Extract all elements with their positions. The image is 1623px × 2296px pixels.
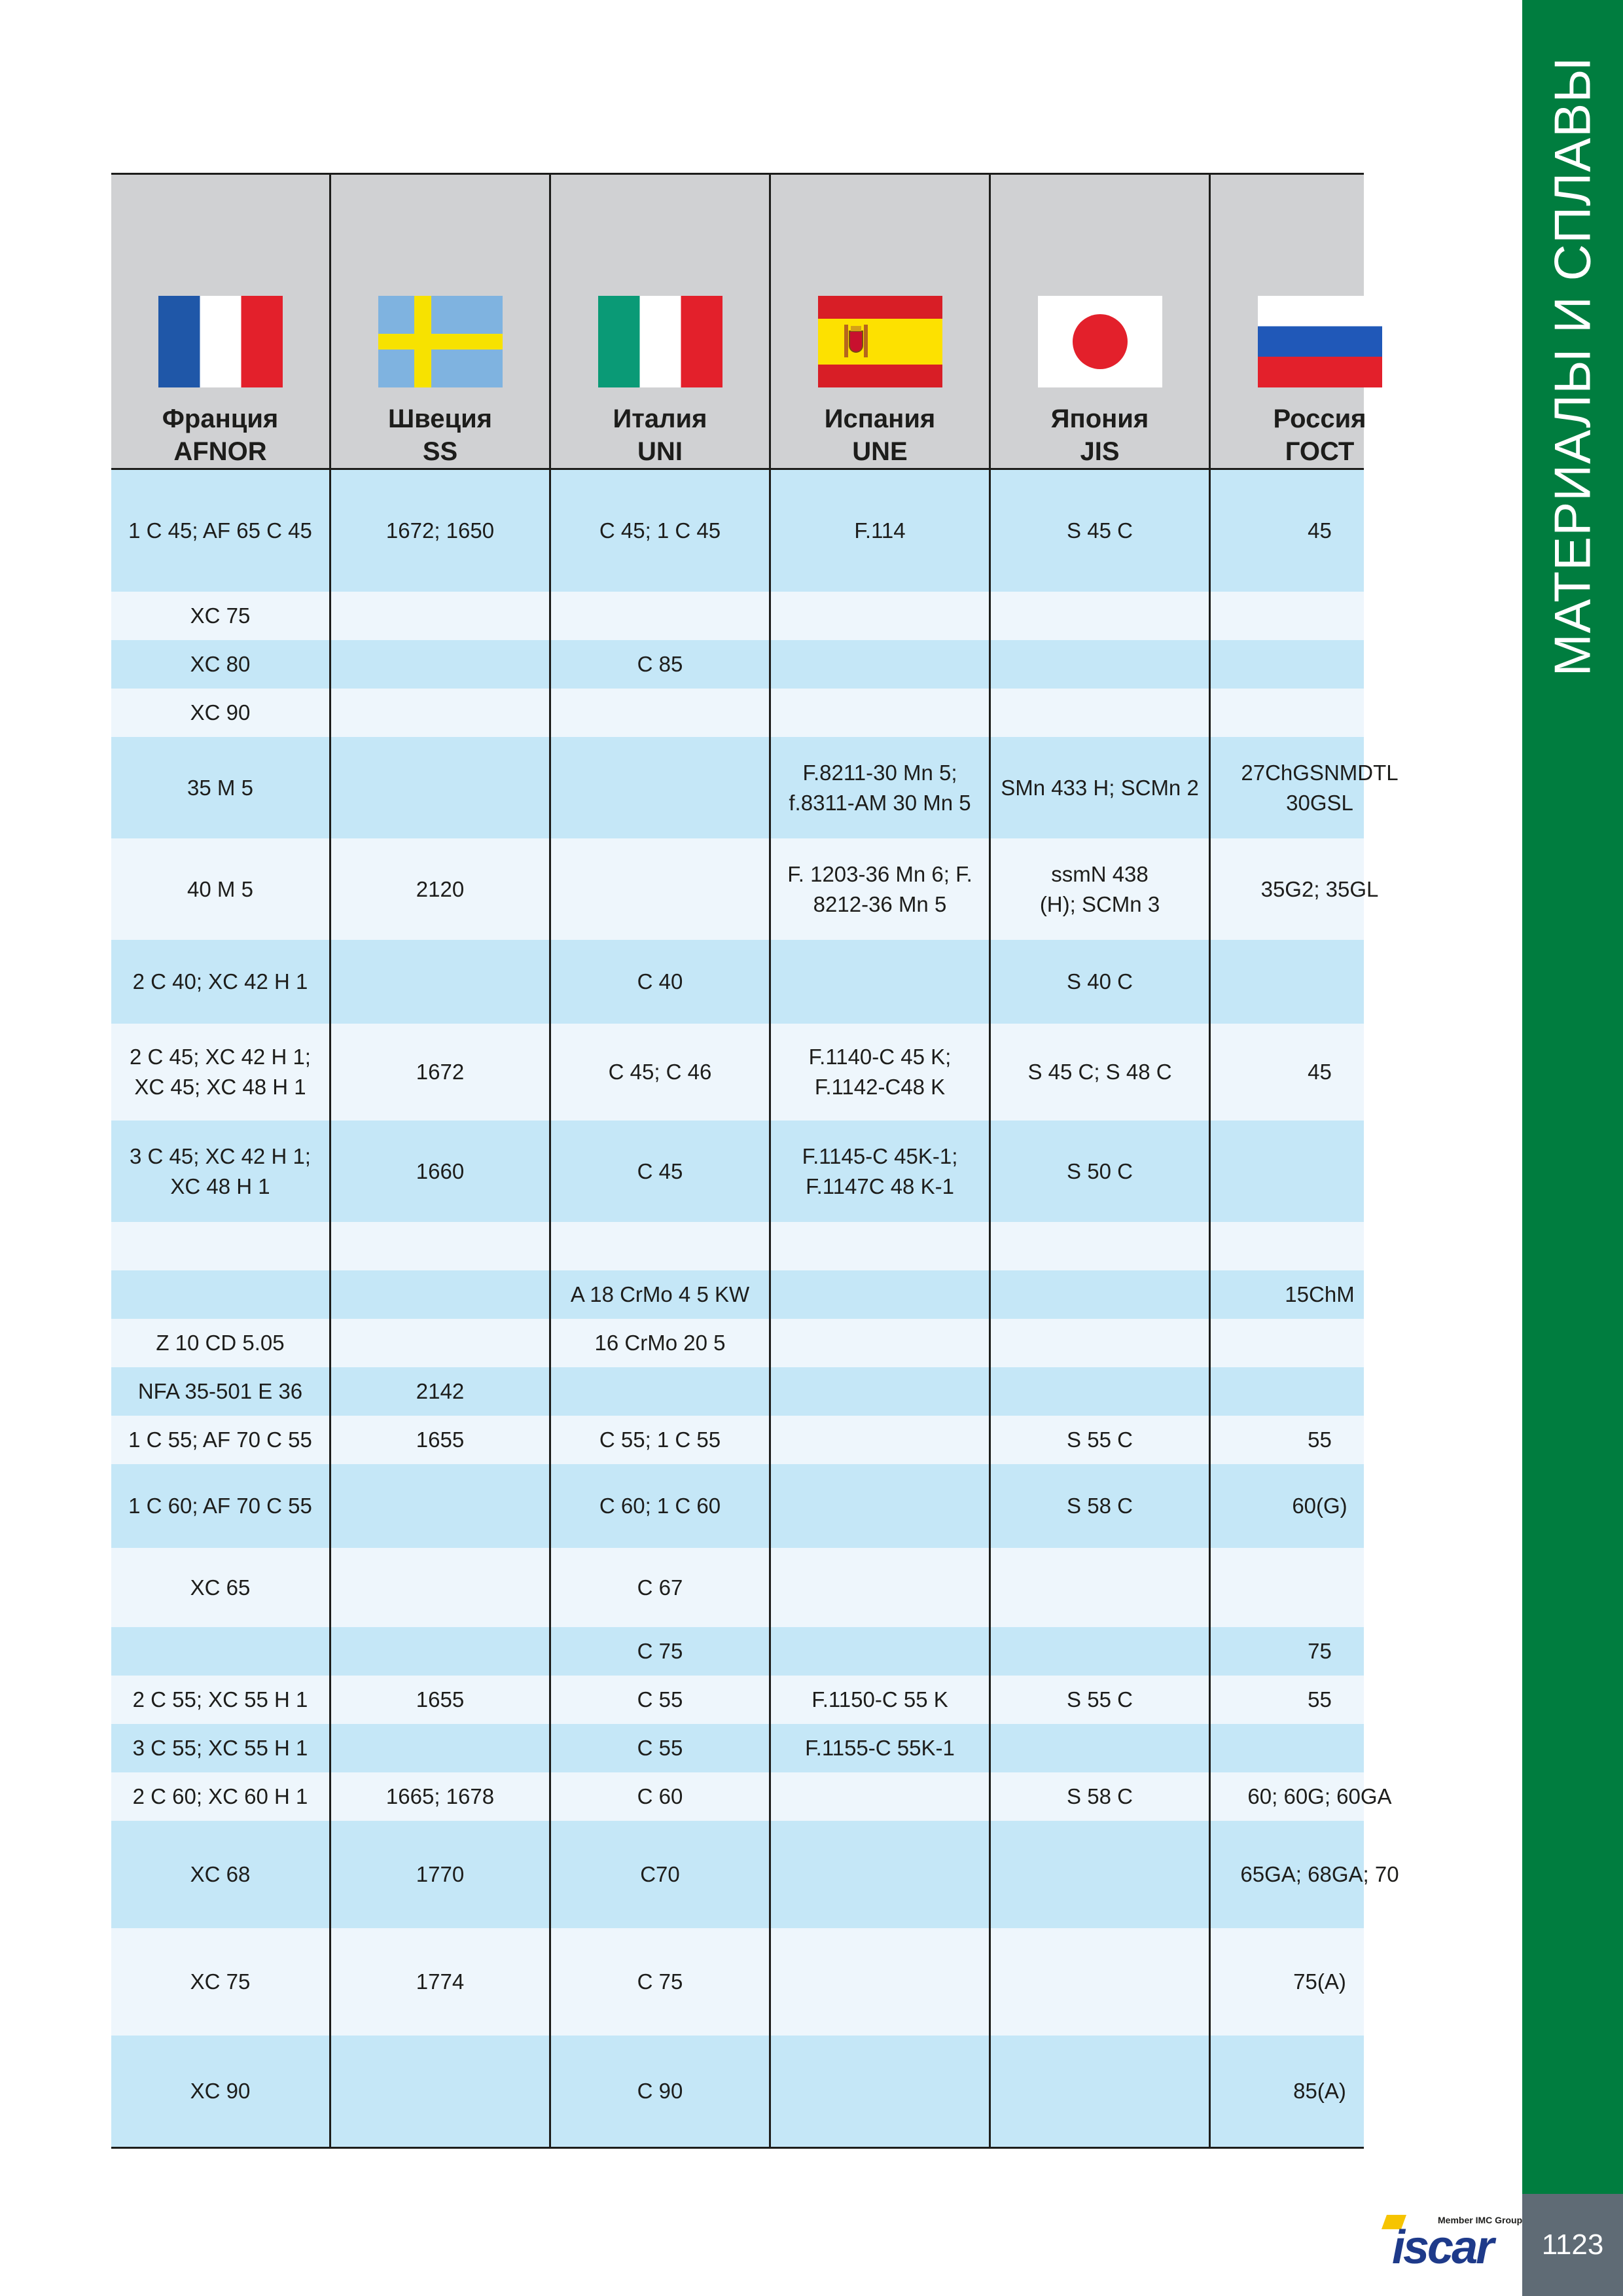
table-cell: NFA 35-501 E 36 xyxy=(137,1379,303,1403)
table-cell: 16 CrMo 20 5 xyxy=(549,1319,769,1367)
table-cell: 2 C 60; XC 60 H 1 xyxy=(132,1784,308,1808)
column-header-russia xyxy=(1209,175,1429,468)
table-cell xyxy=(1209,1121,1429,1222)
table-cell xyxy=(329,1627,549,1676)
table-cell xyxy=(1209,1319,1429,1367)
table-cell: C 75 xyxy=(549,1928,769,2036)
table-cell: C 55 xyxy=(549,1724,769,1772)
table-cell xyxy=(989,2036,1209,2147)
table-cell xyxy=(989,1367,1209,1416)
table-cell: C 55; 1 C 55 xyxy=(549,1416,769,1464)
table-cell: 1774 xyxy=(329,1928,549,2036)
table-cell xyxy=(1209,1367,1429,1416)
table-cell: XC 90 xyxy=(190,700,251,725)
table-cell: 45 xyxy=(1209,470,1429,592)
table-cell: 35G2; 35GL xyxy=(1209,838,1429,940)
table-cell: S 58 C xyxy=(989,1464,1209,1548)
table-cell xyxy=(1209,940,1429,1024)
table-body xyxy=(111,470,1399,2147)
standard-name: JIS xyxy=(1080,437,1120,466)
table-cell: Z 10 CD 5.05 xyxy=(156,1331,285,1355)
table-cell: 1 C 55; AF 70 C 55 xyxy=(128,1427,312,1452)
table-cell: F.114 xyxy=(769,470,989,592)
table-cell: 1 C 60; AF 70 C 55 xyxy=(128,1494,312,1518)
table-cell xyxy=(329,1222,549,1270)
table-cell: XC 90 xyxy=(190,2079,251,2103)
table-cell xyxy=(989,1270,1209,1319)
table-cell: C 85 xyxy=(549,640,769,689)
table-cell: 2 C 45; XC 42 H 1; XC 45; XC 48 H 1 xyxy=(130,1045,311,1099)
table-cell xyxy=(111,1222,329,1270)
table-cell xyxy=(329,2036,549,2147)
table-cell xyxy=(549,737,769,838)
table-cell xyxy=(1209,640,1429,689)
table-cell: C 40 xyxy=(549,940,769,1024)
table-cell xyxy=(1209,689,1429,737)
page-number: 1123 xyxy=(1522,2194,1623,2296)
table-cell xyxy=(989,1222,1209,1270)
table-cell xyxy=(769,1627,989,1676)
table-row xyxy=(111,470,1364,592)
table-row xyxy=(111,1821,1399,1928)
table-cell xyxy=(989,1724,1209,1772)
table-cell: F.1150-C 55 K xyxy=(769,1676,989,1724)
table-cell: 1 C 45; AF 65 C 45 xyxy=(128,518,312,543)
table-row xyxy=(111,592,1364,640)
table-cell: 2 C 40; XC 42 H 1 xyxy=(132,969,308,994)
table-cell: 65GA; 68GA; 70 xyxy=(1209,1821,1429,1928)
table-cell: 2 C 55; XC 55 H 1 xyxy=(132,1687,308,1712)
table-cell xyxy=(1209,592,1429,640)
table-cell xyxy=(769,940,989,1024)
table-cell xyxy=(1209,1222,1429,1270)
table-cell xyxy=(769,1821,989,1928)
table-cell: XC 80 xyxy=(190,652,251,676)
table-row xyxy=(111,1928,1364,2036)
table-row xyxy=(111,1724,1364,1772)
table-cell: A 18 CrMo 4 5 KW xyxy=(549,1270,769,1319)
table-cell xyxy=(329,1548,549,1627)
table-row xyxy=(111,1024,1364,1121)
table-row xyxy=(111,689,1364,737)
table-cell xyxy=(549,592,769,640)
country-name: Россия xyxy=(1273,404,1366,433)
table-cell xyxy=(769,1772,989,1821)
table-cell xyxy=(989,1928,1209,2036)
table-cell xyxy=(329,640,549,689)
table-cell: 27ChGSNMDTL 30GSL xyxy=(1209,737,1429,838)
table-cell xyxy=(1209,1724,1429,1772)
column-header-japan xyxy=(989,175,1209,468)
table-cell: C 67 xyxy=(549,1548,769,1627)
table-cell: 2120 xyxy=(329,838,549,940)
table-cell: 1655 xyxy=(329,1676,549,1724)
table-cell: S 45 C xyxy=(989,470,1209,592)
table-cell: F.8211-30 Mn 5; f.8311-AM 30 Mn 5 xyxy=(769,737,989,838)
country-name: Франция xyxy=(162,404,279,433)
table-cell: 75(A) xyxy=(1209,1928,1429,2036)
table-cell: F.1155-C 55K-1 xyxy=(769,1724,989,1772)
table-cell: 60(G) xyxy=(1209,1464,1429,1548)
standard-name: ГОСТ xyxy=(1285,437,1355,466)
table-cell xyxy=(769,592,989,640)
table-cell xyxy=(769,640,989,689)
table-row xyxy=(111,1121,1364,1222)
table-cell xyxy=(329,689,549,737)
table-cell xyxy=(549,1222,769,1270)
table-cell xyxy=(329,1270,549,1319)
table-row xyxy=(111,838,1379,940)
sweden-flag-icon xyxy=(378,296,503,387)
table-cell: 3 C 45; XC 42 H 1; XC 48 H 1 xyxy=(130,1143,311,1198)
table-cell xyxy=(329,940,549,1024)
table-cell xyxy=(329,592,549,640)
standard-name: UNE xyxy=(852,437,908,466)
table-row xyxy=(111,1416,1364,1464)
table-cell xyxy=(769,1548,989,1627)
table-cell: C 90 xyxy=(549,2036,769,2147)
table-cell xyxy=(111,1270,329,1319)
table-cell xyxy=(989,592,1209,640)
table-cell: 55 xyxy=(1209,1676,1429,1724)
table-cell: SMn 433 H; SCMn 2 xyxy=(989,737,1209,838)
table-header xyxy=(111,175,1364,470)
column-header-france xyxy=(111,175,329,468)
table-cell: 3 C 55; XC 55 H 1 xyxy=(132,1736,308,1760)
table-cell: ssmN 438 (H); SCMn 3 xyxy=(989,838,1209,940)
japan-flag-icon xyxy=(1038,296,1162,387)
table-cell xyxy=(769,1222,989,1270)
table-cell xyxy=(549,838,769,940)
table-row xyxy=(111,640,1364,689)
table-cell xyxy=(769,1270,989,1319)
table-cell xyxy=(549,1367,769,1416)
table-row xyxy=(111,1676,1364,1724)
table-cell xyxy=(111,1627,329,1676)
table-cell: 1665; 1678 xyxy=(329,1772,549,1821)
table-cell xyxy=(769,1367,989,1416)
table-cell xyxy=(549,689,769,737)
table-cell xyxy=(329,1464,549,1548)
table-row xyxy=(111,1548,1364,1627)
table-row xyxy=(111,1270,1364,1319)
table-cell: C 60; 1 C 60 xyxy=(549,1464,769,1548)
table-cell xyxy=(329,1724,549,1772)
table-cell: C 60 xyxy=(549,1772,769,1821)
table-row xyxy=(111,1772,1392,1821)
table-cell: 1672 xyxy=(329,1024,549,1121)
table-cell: F.1145-C 45K-1; F.1147C 48 K-1 xyxy=(769,1121,989,1222)
table-cell xyxy=(329,1319,549,1367)
country-name: Япония xyxy=(1050,404,1149,433)
logo-wordmark: iscar xyxy=(1392,2221,1493,2274)
table-cell: 35 M 5 xyxy=(187,775,253,800)
table-cell xyxy=(989,1627,1209,1676)
table-cell: C 75 xyxy=(549,1627,769,1676)
table-cell xyxy=(769,1416,989,1464)
table-cell xyxy=(989,689,1209,737)
table-cell xyxy=(769,2036,989,2147)
table-cell xyxy=(329,737,549,838)
table-cell: XC 75 xyxy=(190,603,251,628)
table-cell: S 58 C xyxy=(989,1772,1209,1821)
italy-flag-icon xyxy=(598,296,722,387)
spain-crest-icon xyxy=(842,323,870,360)
table-cell: 75 xyxy=(1209,1627,1429,1676)
standard-name: UNI xyxy=(637,437,683,466)
table-cell xyxy=(769,1928,989,2036)
table-cell xyxy=(989,1319,1209,1367)
section-title: МАТЕРИАЛЫ И СПЛАВЫ xyxy=(1543,56,1601,677)
table-cell: C 45 xyxy=(549,1121,769,1222)
standard-name: SS xyxy=(422,437,458,466)
column-header-spain xyxy=(769,175,989,468)
table-cell xyxy=(989,640,1209,689)
table-cell: C70 xyxy=(549,1821,769,1928)
france-flag-icon xyxy=(158,296,283,387)
standard-name: AFNOR xyxy=(173,437,267,466)
logo-member-text: Member IMC Group xyxy=(1438,2215,1523,2225)
table-cell xyxy=(989,1821,1209,1928)
table-cell: XC 65 xyxy=(190,1575,251,1600)
table-cell xyxy=(1209,1548,1429,1627)
table-row xyxy=(111,2036,1364,2147)
table-cell: 40 M 5 xyxy=(187,876,253,901)
table-cell: C 55 xyxy=(549,1676,769,1724)
table-cell xyxy=(769,689,989,737)
table-cell: S 55 C xyxy=(989,1676,1209,1724)
table-row xyxy=(111,1367,1364,1416)
table-cell: C 45; C 46 xyxy=(549,1024,769,1121)
table-row xyxy=(111,1464,1364,1548)
table-cell: C 45; 1 C 45 xyxy=(549,470,769,592)
table-cell: 60; 60G; 60GA xyxy=(1209,1772,1429,1821)
table-cell: 1660 xyxy=(329,1121,549,1222)
table-row xyxy=(111,1627,1364,1676)
table-cell xyxy=(769,1319,989,1367)
column-header-sweden xyxy=(329,175,549,468)
table-cell: 55 xyxy=(1209,1416,1429,1464)
table-cell: 45 xyxy=(1209,1024,1429,1121)
table-cell: 1672; 1650 xyxy=(329,470,549,592)
table-cell: XC 75 xyxy=(190,1969,251,1994)
table-row xyxy=(111,737,1399,838)
country-name: Швеция xyxy=(387,404,493,433)
iscar-logo xyxy=(1384,2215,1523,2274)
table-cell: F. 1203-36 Mn 6; F. 8212-36 Mn 5 xyxy=(769,838,989,940)
russia-flag-icon xyxy=(1258,296,1382,387)
table-cell: 1655 xyxy=(329,1416,549,1464)
table-cell: S 50 C xyxy=(989,1121,1209,1222)
table-cell: 15ChM xyxy=(1209,1270,1429,1319)
table-row xyxy=(111,1319,1364,1367)
table-row xyxy=(111,940,1364,1024)
spain-flag-icon xyxy=(818,296,942,387)
table-row xyxy=(111,1222,1364,1270)
table-cell: S 45 C; S 48 C xyxy=(989,1024,1209,1121)
table-cell: F.1140-C 45 K; F.1142-C48 K xyxy=(769,1024,989,1121)
table-cell xyxy=(769,1464,989,1548)
table-cell xyxy=(989,1548,1209,1627)
table-cell: XC 68 xyxy=(190,1862,251,1886)
materials-table xyxy=(111,173,1399,2149)
table-cell: 85(A) xyxy=(1209,2036,1429,2147)
table-cell: 2142 xyxy=(329,1367,549,1416)
table-cell: S 55 C xyxy=(989,1416,1209,1464)
column-header-italy xyxy=(549,175,769,468)
table-cell: 1770 xyxy=(329,1821,549,1928)
country-name: Испания xyxy=(824,404,936,433)
country-name: Италия xyxy=(613,404,707,433)
table-cell: S 40 C xyxy=(989,940,1209,1024)
